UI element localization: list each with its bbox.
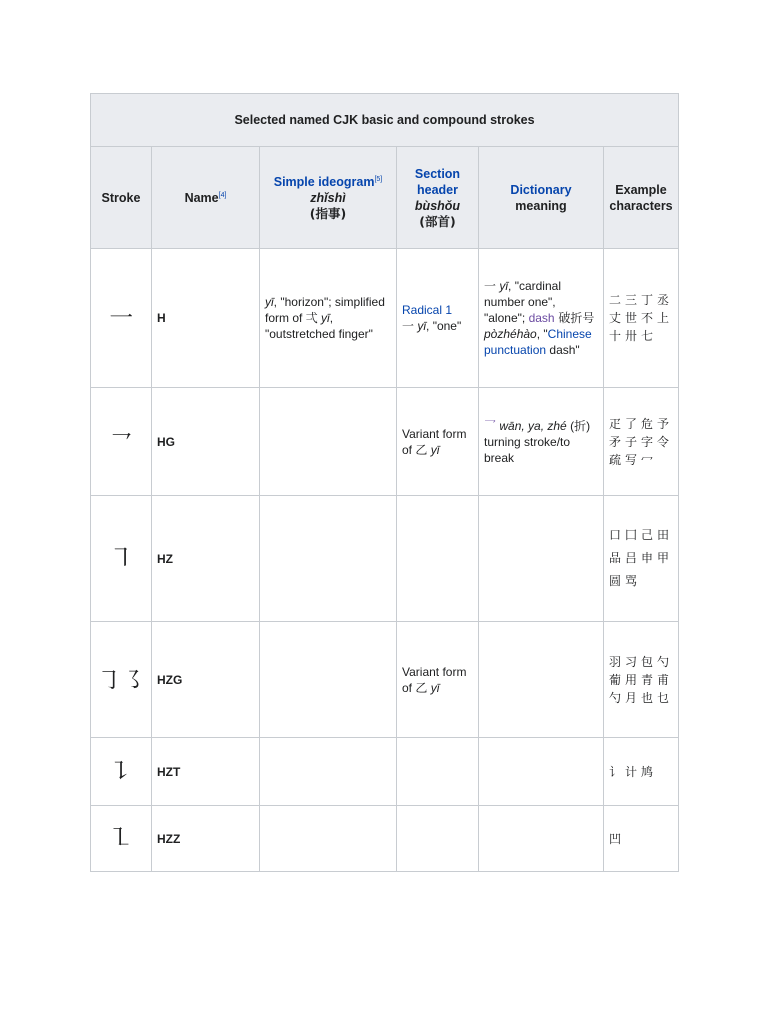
header-name: Name[4] bbox=[152, 147, 260, 249]
header-dictionary-meaning: Dictionary meaning bbox=[479, 147, 604, 249]
stroke-name: HG bbox=[152, 388, 260, 496]
dictionary-cell bbox=[479, 622, 604, 738]
name-ref-link[interactable]: [4] bbox=[218, 191, 227, 199]
dictionary-cell bbox=[479, 496, 604, 622]
section-cell bbox=[397, 496, 479, 622]
section-cell: Radical 1 一 yī, "one" bbox=[397, 249, 479, 388]
header-simple-ideogram: Simple ideogram[5] zhǐshì (指事) bbox=[260, 147, 397, 249]
strokes-table-container bbox=[90, 93, 678, 872]
stroke-glyph: ㇐ bbox=[91, 249, 152, 388]
ideogram-cell: yī, "horizon"; simplified form of 弌 yī, "outstretched finger" bbox=[260, 249, 397, 388]
dictionary-cell: 乛 wān, ya, zhé (折) turning stroke/to break bbox=[479, 388, 604, 496]
example-characters: 二三丁丞丈世不上十卅七 bbox=[604, 249, 679, 388]
dash-link[interactable]: dash bbox=[528, 311, 555, 325]
ideogram-cell bbox=[260, 496, 397, 622]
example-characters: 凹 bbox=[604, 806, 679, 872]
chinese-punctuation-link[interactable]: Chinese punctuation bbox=[484, 327, 592, 357]
stroke-name: H bbox=[152, 249, 260, 388]
dictionary-cell bbox=[479, 738, 604, 806]
table-row bbox=[91, 249, 679, 388]
dictionary-cell bbox=[479, 806, 604, 872]
stroke-glyph: ㇊ bbox=[91, 738, 152, 806]
stroke-glyph: ㇆㇌ bbox=[91, 622, 152, 738]
section-header-link[interactable]: Section header bbox=[414, 166, 461, 197]
stroke-name: HZT bbox=[152, 738, 260, 806]
ideogram-cell bbox=[260, 806, 397, 872]
hg-char-link[interactable]: 乛 bbox=[484, 418, 497, 433]
dictionary-cell: 一 yī, "cardinal number one", "alone"; dash 破折号 pòzhéhào, "Chinese punctuation dash" bbox=[479, 249, 604, 388]
example-characters: 讠计鸠 bbox=[604, 738, 679, 806]
table-row bbox=[91, 738, 679, 806]
section-cell: Variant form of 乙 yī bbox=[397, 622, 479, 738]
example-characters: 口囗己田品吕申甲圆骂 bbox=[604, 496, 679, 622]
table-caption: Selected named CJK basic and compound strokes bbox=[91, 94, 679, 147]
stroke-name: HZZ bbox=[152, 806, 260, 872]
table-row bbox=[91, 806, 679, 872]
simple-ideogram-link[interactable]: Simple ideogram bbox=[273, 174, 375, 189]
header-row bbox=[91, 147, 679, 249]
ideogram-ref-link[interactable]: [5] bbox=[374, 175, 383, 183]
dictionary-link[interactable]: Dictionary bbox=[510, 182, 572, 197]
table-row bbox=[91, 496, 679, 622]
example-characters: 疋了危予矛子字令疏写冖 bbox=[604, 388, 679, 496]
ideogram-cell bbox=[260, 388, 397, 496]
stroke-name: HZ bbox=[152, 496, 260, 622]
stroke-glyph: ㇖ bbox=[91, 388, 152, 496]
ideogram-cell bbox=[260, 622, 397, 738]
table-row bbox=[91, 622, 679, 738]
section-cell: Variant form of 乙 yī bbox=[397, 388, 479, 496]
table-row bbox=[91, 388, 679, 496]
stroke-name: HZG bbox=[152, 622, 260, 738]
ideogram-cell bbox=[260, 738, 397, 806]
example-characters: 羽习包勺葡用青甫勺月也乜 bbox=[604, 622, 679, 738]
stroke-glyph: ㇕ bbox=[91, 496, 152, 622]
header-example-characters: Example characters bbox=[604, 147, 679, 249]
radical-1-link[interactable]: Radical 1 bbox=[402, 303, 453, 317]
strokes-table bbox=[90, 93, 679, 872]
section-cell bbox=[397, 738, 479, 806]
header-section-header: Section header bùshǒu (部首) bbox=[397, 147, 479, 249]
stroke-glyph: ㇅ bbox=[91, 806, 152, 872]
section-cell bbox=[397, 806, 479, 872]
header-stroke: Stroke bbox=[91, 147, 152, 249]
